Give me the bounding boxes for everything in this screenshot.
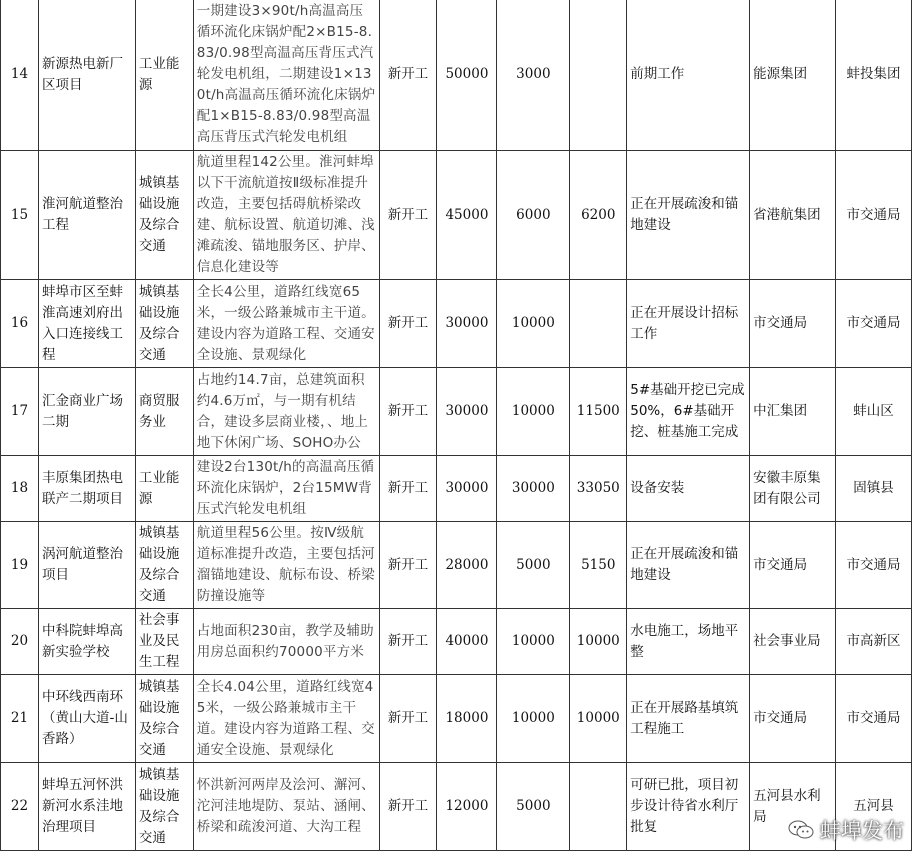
cell-category: 城镇基础设施及综合交通 <box>135 522 193 609</box>
cell-scale: 全长4.04公里，道路红线宽45米，一级公路兼城市主干道。建设内容为道路工程、交通安全设施、景观绿化 <box>193 675 379 763</box>
cell-progress: 5#基础开挖已完成50%，6#基础开挖、桩基施工完成 <box>627 368 750 456</box>
cell-no: 18 <box>1 456 39 522</box>
cell-total-investment: 45000 <box>437 151 497 280</box>
cell-progress: 水电施工，场地平整 <box>627 609 750 675</box>
cell-completed-investment <box>570 280 627 368</box>
cell-total-investment: 28000 <box>437 522 497 609</box>
cell-no: 22 <box>1 763 39 851</box>
cell-project-name: 中科院蚌埠高新实验学校 <box>38 609 135 675</box>
cell-responsible-unit: 市高新区 <box>836 609 912 675</box>
cell-scale: 一期建设3×90t/h高温高压循环流化床锅炉配2×B15-8.83/0.98型高温高压背压式汽轮发电机组，二期建设1×130t/h高温高压循环流化床锅炉配1×B15-8.83/0.98型高温高压背压式汽轮发电机组 <box>193 0 379 151</box>
cell-completed-investment <box>570 0 627 151</box>
cell-total-investment: 30000 <box>437 368 497 456</box>
cell-scale: 占地约14.7亩，总建筑面积约4.6万㎡，与一期有机结合，建设多层商业楼，、地上地下休闲广场、SOHO办公 <box>193 368 379 456</box>
cell-scale: 航道里程142公里。淮河蚌埠以下干流航道按Ⅱ级标准提升改造，主要包括碍航桥梁改建、航标设置、航道切滩、浅滩疏浚、锚地服务区、护岸、信息化建设等 <box>193 151 379 280</box>
cell-progress: 正在开展疏浚和锚地建设 <box>627 151 750 280</box>
cell-no: 19 <box>1 522 39 609</box>
cell-responsible-unit: 市交通局 <box>836 280 912 368</box>
cell-type: 新开工 <box>379 763 437 851</box>
watermark-text: 蚌埠发布 <box>820 819 904 843</box>
cell-completed-investment <box>570 763 627 851</box>
cell-no: 16 <box>1 280 39 368</box>
cell-type: 新开工 <box>379 609 437 675</box>
cell-plan-investment: 30000 <box>497 456 570 522</box>
cell-scale: 建设2台130t/h的高温高压循环流化床锅炉，2台15MW背压式汽轮发电机组 <box>193 456 379 522</box>
cell-responsible-unit: 市交通局 <box>836 151 912 280</box>
table-row <box>1 763 912 851</box>
table-row <box>1 280 912 368</box>
cell-category: 城镇基础设施及综合交通 <box>135 280 193 368</box>
table-row <box>1 0 912 151</box>
cell-plan-investment: 3000 <box>497 0 570 151</box>
cell-completed-investment: 10000 <box>570 609 627 675</box>
table-row <box>1 151 912 280</box>
cell-owner: 市交通局 <box>750 280 836 368</box>
cell-plan-investment: 10000 <box>497 280 570 368</box>
cell-no: 17 <box>1 368 39 456</box>
cell-plan-investment: 5000 <box>497 763 570 851</box>
cell-plan-investment: 10000 <box>497 368 570 456</box>
cell-category: 城镇基础设施及综合交通 <box>135 675 193 763</box>
cell-category: 城镇基础设施及综合交通 <box>135 151 193 280</box>
cell-category: 社会事业及民生工程 <box>135 609 193 675</box>
cell-progress: 正在开展疏浚和锚地建设 <box>627 522 750 609</box>
cell-owner: 五河县水利局 <box>750 763 836 851</box>
cell-responsible-unit: 市交通局 <box>836 522 912 609</box>
cell-no: 21 <box>1 675 39 763</box>
cell-category: 城镇基础设施及综合交通 <box>135 763 193 851</box>
cell-type: 新开工 <box>379 280 437 368</box>
cell-total-investment: 40000 <box>437 609 497 675</box>
table-row <box>1 609 912 675</box>
cell-completed-investment: 10000 <box>570 675 627 763</box>
cell-plan-investment: 6000 <box>497 151 570 280</box>
cell-type: 新开工 <box>379 0 437 151</box>
cell-no: 15 <box>1 151 39 280</box>
cell-responsible-unit: 市交通局 <box>836 675 912 763</box>
cell-progress: 前期工作 <box>627 0 750 151</box>
cell-owner: 安徽丰原集团有限公司 <box>750 456 836 522</box>
wechat-icon <box>788 819 814 841</box>
cell-owner: 市交通局 <box>750 675 836 763</box>
cell-type: 新开工 <box>379 151 437 280</box>
cell-project-name: 淮河航道整治工程 <box>38 151 135 280</box>
cell-no: 20 <box>1 609 39 675</box>
table-row <box>1 675 912 763</box>
cell-responsible-unit: 蚌山区 <box>836 368 912 456</box>
cell-total-investment: 18000 <box>437 675 497 763</box>
cell-responsible-unit: 固镇县 <box>836 456 912 522</box>
cell-responsible-unit: 蚌投集团 <box>836 0 912 151</box>
cell-category: 商贸服务业 <box>135 368 193 456</box>
cell-owner: 能源集团 <box>750 0 836 151</box>
cell-scale: 占地面积230亩，教学及辅助用房总面积约70000平方米 <box>193 609 379 675</box>
cell-completed-investment: 5150 <box>570 522 627 609</box>
cell-type: 新开工 <box>379 522 437 609</box>
cell-project-name: 中环线西南环（黄山大道-山香路） <box>38 675 135 763</box>
cell-scale: 全长4公里，道路红线宽65米，一级公路兼城市主干道。建设内容为道路工程、交通安全设施、景观绿化 <box>193 280 379 368</box>
cell-total-investment: 50000 <box>437 0 497 151</box>
table-row <box>1 522 912 609</box>
cell-scale: 怀洪新河两岸及浍河、澥河、沱河洼地堤防、泵站、涵闸、桥梁和疏浚河道、大沟工程 <box>193 763 379 851</box>
cell-total-investment: 12000 <box>437 763 497 851</box>
cell-type: 新开工 <box>379 456 437 522</box>
cell-total-investment: 30000 <box>437 280 497 368</box>
table-body <box>1 0 912 851</box>
cell-type: 新开工 <box>379 368 437 456</box>
cell-progress: 正在开展路基填筑工程施工 <box>627 675 750 763</box>
cell-owner: 中汇集团 <box>750 368 836 456</box>
cell-progress: 正在开展设计招标工作 <box>627 280 750 368</box>
cell-total-investment: 30000 <box>437 456 497 522</box>
cell-type: 新开工 <box>379 675 437 763</box>
cell-project-name: 汇金商业广场二期 <box>38 368 135 456</box>
cell-plan-investment: 10000 <box>497 609 570 675</box>
cell-progress: 可研已批，项目初步设计待省水利厅批复 <box>627 763 750 851</box>
cell-owner: 市交通局 <box>750 522 836 609</box>
cell-no: 14 <box>1 0 39 151</box>
cell-plan-investment: 10000 <box>497 675 570 763</box>
cell-responsible-unit: 五河县 <box>836 763 912 851</box>
cell-project-name: 涡河航道整治项目 <box>38 522 135 609</box>
cell-project-name: 新源热电新厂区项目 <box>38 0 135 151</box>
cell-owner: 省港航集团 <box>750 151 836 280</box>
cell-category: 工业能源 <box>135 456 193 522</box>
cell-plan-investment: 5000 <box>497 522 570 609</box>
cell-progress: 设备安装 <box>627 456 750 522</box>
cell-completed-investment: 11500 <box>570 368 627 456</box>
watermark <box>788 815 904 845</box>
cell-owner: 社会事业局 <box>750 609 836 675</box>
cell-scale: 航道里程56公里。按Ⅳ级航道标准提升改造，主要包括河溜锚地建设、航标布设、桥梁防撞设施等 <box>193 522 379 609</box>
cell-category: 工业能源 <box>135 0 193 151</box>
cell-project-name: 蚌埠五河怀洪新河水系洼地治理项目 <box>38 763 135 851</box>
cell-completed-investment: 6200 <box>570 151 627 280</box>
cell-project-name: 蚌埠市区至蚌淮高速刘府出入口连接线工程 <box>38 280 135 368</box>
cell-project-name: 丰原集团热电联产二期项目 <box>38 456 135 522</box>
cell-completed-investment: 33050 <box>570 456 627 522</box>
table-row <box>1 456 912 522</box>
table-row <box>1 368 912 456</box>
